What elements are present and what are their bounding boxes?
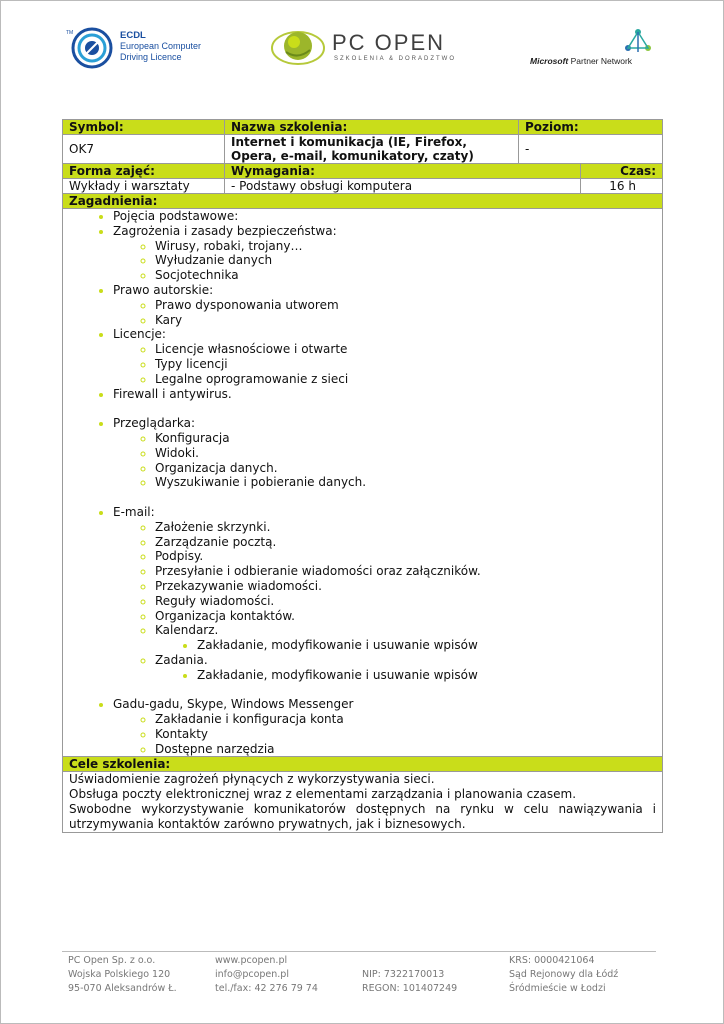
goal-paragraph: Swobodne wykorzystywanie komunikatorów dostępnych na rynku w celu nawiązywania i utrzymywania kontaktów zarówno prywatnych, jak i biznesowych. xyxy=(69,802,656,832)
list-item: • Gadu-gadu, Skype, Windows Messenger ◦ Zakładanie i konfiguracja konta ◦ Kontakty ◦ Dostępne narzędzia xyxy=(113,697,656,756)
footer-text: PC Open Sp. z o.o. xyxy=(68,955,156,966)
list-item: • Zagrożenia i zasady bezpieczeństwa: ◦ Wirusy, robaki, trojany… ◦ Wyłudzanie danych ◦ Socjotechnika xyxy=(113,224,656,283)
list-item: ◦ Organizacja danych. xyxy=(155,461,656,476)
footer-website-link[interactable]: www.pcopen.pl xyxy=(215,955,288,966)
level-value: - xyxy=(519,135,663,164)
form-header: Forma zajęć: xyxy=(63,164,225,179)
list-item: • Licencje: ◦ Licencje własnościowe i otwarte ◦ Typy licencji ◦ Legalne oprogramowanie z sieci xyxy=(113,327,656,386)
footer-text: 95-070 Aleksandrów Ł. xyxy=(68,983,177,994)
list-item: ◦ Założenie skrzynki. xyxy=(155,520,656,535)
footer-text: REGON: 101407249 xyxy=(362,983,458,994)
microsoft-partner-logo xyxy=(530,26,660,70)
list-item: ◦ Legalne oprogramowanie z sieci xyxy=(155,372,656,387)
topics-header: Zagadnienia: xyxy=(63,194,663,209)
goals-header: Cele szkolenia: xyxy=(63,757,663,772)
footer-text: Sąd Rejonowy dla Łódź xyxy=(509,969,619,980)
form-value: Wykłady i warsztaty xyxy=(63,179,225,194)
footer-text: NIP: 7322170013 xyxy=(362,969,445,980)
partner-network-icon xyxy=(620,26,656,56)
time-value: 16 h xyxy=(581,179,663,194)
ecdl-title: ECDL xyxy=(120,30,146,41)
list-item: ◦ Zarządzanie pocztą. xyxy=(155,535,656,550)
footer-text: KRS: 0000421064 xyxy=(509,955,595,966)
goals-content xyxy=(63,772,663,833)
list-item: ◦ Widoki. xyxy=(155,446,656,461)
list-item: ◦ Reguły wiadomości. xyxy=(155,594,656,609)
footer-contact xyxy=(215,954,318,996)
footer-registry xyxy=(509,954,618,996)
footer-email-link[interactable]: info@pcopen.pl xyxy=(215,969,289,980)
list-item: ◦ Wyłudzanie danych xyxy=(155,253,656,268)
list-item: • Zakładanie, modyfikowanie i usuwanie wpisów xyxy=(197,668,656,683)
list-item: ◦ Zadania. • Zakładanie, modyfikowanie i usuwanie wpisów xyxy=(155,653,656,683)
ecdl-logo xyxy=(66,26,210,70)
requirements-header: Wymagania: xyxy=(225,164,581,179)
ecdl-line1: European Computer xyxy=(120,41,202,51)
course-name-header: Nazwa szkolenia: xyxy=(225,120,519,135)
goal-paragraph: Obsługa poczty elektronicznej wraz z elementami zarządzania i planowania czasem. xyxy=(69,787,577,802)
time-header: Czas: xyxy=(581,164,663,179)
list-item: • E-mail: ◦ Założenie skrzynki. ◦ Zarządzanie pocztą. ◦ Podpisy. ◦ Przesyłanie i odbieranie wiadomości oraz załączników. ◦ Przekazywanie wiadomości. ◦ Reguły wiadomości. ◦ Organizacja kontaktów. ◦ Kalendarz. • Zakładanie, modyfikowanie i usuwanie wpisów ◦ Zadania. • Zakładanie, modyfikowanie i usuwanie wpisów xyxy=(113,505,656,697)
ecdl-line2: Driving Licence xyxy=(120,52,182,62)
list-item: ◦ Licencje własnościowe i otwarte xyxy=(155,342,656,357)
list-item: • Zakładanie, modyfikowanie i usuwanie wpisów xyxy=(197,638,656,653)
footer-text: tel./fax: 42 276 79 74 xyxy=(215,983,318,994)
list-item: ◦ Wyszukiwanie i pobieranie danych. xyxy=(155,475,656,490)
course-table xyxy=(62,119,663,833)
list-item: • Prawo autorskie: ◦ Prawo dysponowania utworem ◦ Kary xyxy=(113,283,656,327)
goal-paragraph: Uświadomienie zagrożeń płynących z wykorzystywania sieci. xyxy=(69,772,435,787)
list-item: • Firewall i antywirus. xyxy=(113,387,656,417)
footer-company xyxy=(68,954,177,996)
list-item: ◦ Wirusy, robaki, trojany… xyxy=(155,239,656,254)
list-item: ◦ Typy licencji xyxy=(155,357,656,372)
list-item: ◦ Socjotechnika xyxy=(155,268,656,283)
list-item: • Przeglądarka: ◦ Konfiguracja ◦ Widoki. ◦ Organizacja danych. ◦ Wyszukiwanie i pobieranie danych. xyxy=(113,416,656,505)
list-item: ◦ Przesyłanie i odbieranie wiadomości oraz załączników. xyxy=(155,564,656,579)
list-item: ◦ Zakładanie i konfiguracja konta xyxy=(155,712,656,727)
symbol-header: Symbol: xyxy=(63,120,225,135)
footer-text xyxy=(362,954,457,968)
footer-divider xyxy=(62,951,656,952)
list-item: ◦ Podpisy. xyxy=(155,549,656,564)
pcopen-logo xyxy=(270,26,460,70)
list-item: ◦ Kontakty xyxy=(155,727,656,742)
topics-list xyxy=(63,209,663,757)
course-name-value: Internet i komunikacja (IE, Firefox, Opera, e-mail, komunikatory, czaty) xyxy=(225,135,519,164)
level-header: Poziom: xyxy=(519,120,663,135)
list-item: ◦ Dostępne narzędzia xyxy=(155,742,656,757)
footer-text: Śródmieście w Łodzi xyxy=(509,983,606,994)
partner-network-text: Partner Network xyxy=(570,56,633,66)
pcopen-globe-icon xyxy=(270,26,326,70)
symbol-value: OK7 xyxy=(63,135,225,164)
microsoft-brand: Microsoft xyxy=(530,56,569,66)
list-item: ◦ Organizacja kontaktów. xyxy=(155,609,656,624)
ecdl-tm: TM xyxy=(66,30,74,36)
pcopen-subtitle: SZKOLENIA & DORADZTWO xyxy=(334,56,457,62)
list-item: • Pojęcia podstawowe: xyxy=(113,209,656,224)
pcopen-title: PC OPEN xyxy=(332,30,446,55)
requirements-value: - Podstawy obsługi komputera xyxy=(225,179,581,194)
ecdl-globe-icon xyxy=(70,26,116,70)
list-item: ◦ Konfiguracja xyxy=(155,431,656,446)
footer-tax xyxy=(362,954,457,996)
list-item: ◦ Kary xyxy=(155,313,656,328)
footer-text: Wojska Polskiego 120 xyxy=(68,969,171,980)
list-item: ◦ Kalendarz. • Zakładanie, modyfikowanie i usuwanie wpisów xyxy=(155,623,656,653)
list-item: ◦ Prawo dysponowania utworem xyxy=(155,298,656,313)
list-item: ◦ Przekazywanie wiadomości. xyxy=(155,579,656,594)
